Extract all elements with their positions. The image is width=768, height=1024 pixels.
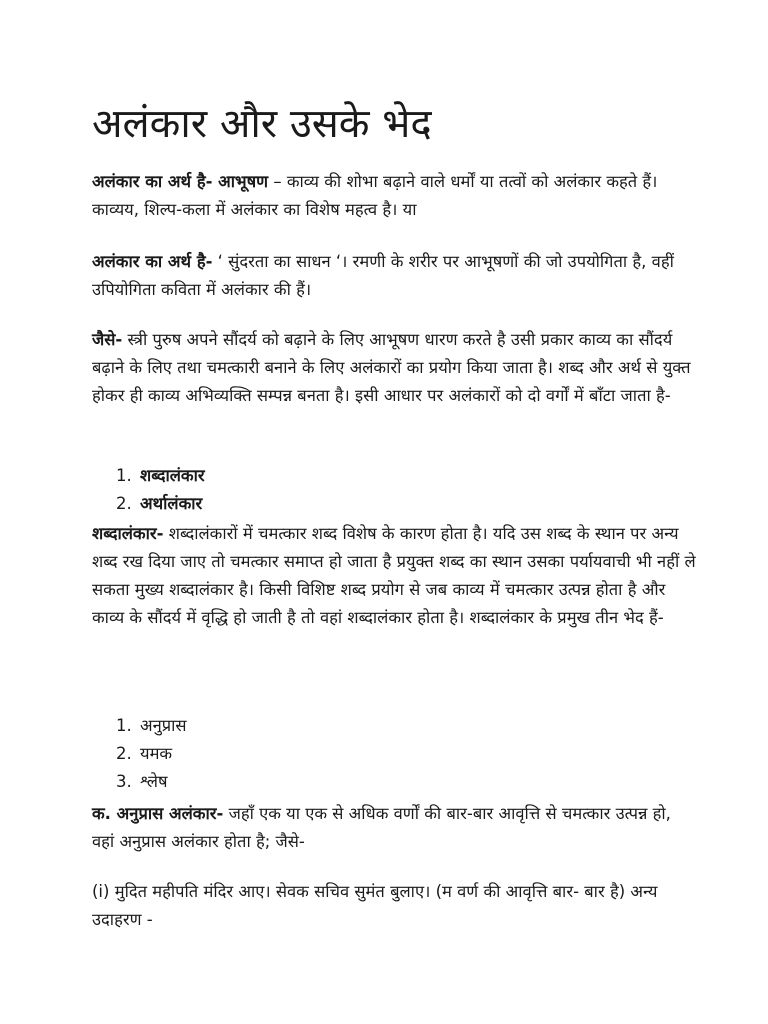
paragraph-lead: अलंकार का अर्थ है- आभूषण: [92, 172, 269, 191]
list-number: 2.: [116, 744, 132, 763]
list-item: [116, 712, 187, 740]
list-label: यमक: [140, 744, 173, 763]
paragraph-example: [92, 326, 698, 410]
paragraph-text: ‘ सुंदरता का साधन ‘। रमणी के शरीर पर आभूषणों की जो उपयोगिता है, वहीं उपियोगिता कविता में अलंकार की हैं।: [92, 252, 674, 299]
list-label: अर्थालंकार: [140, 494, 203, 513]
paragraph-shabdalankar: [92, 520, 698, 632]
list-label: श्लेष: [140, 772, 168, 791]
paragraph-lead: जैसे-: [92, 330, 123, 349]
paragraph-text: जहाँ एक या एक से अधिक वर्णों की बार-बार आवृत्ति से चमत्कार उत्पन्न हो, वहां अनुप्रास अलंकार होता है; जैसे-: [92, 804, 671, 851]
paragraph-meaning-2: [92, 248, 698, 304]
paragraph-text: स्त्री पुरुष अपने सौंदर्य को बढ़ाने के लिए आभूषण धारण करते है उसी प्रकार काव्य का सौंदर्य बढ़ाने के लिए तथा चमत्कारी बनाने के लिए अलंकारों का प्रयोग किया जाता है। शब्द और अर्थ से युक्त होकर ही काव्य अभिव्यक्ति सम्पन्न बनता है। इसी आधार पर अलंकारों को दो वर्गों में बाँटा जाता है-: [92, 330, 691, 405]
paragraph-anupras: [92, 800, 698, 856]
paragraph-text: (i) मुदित महीपति मंदिर आए। सेवक सचिव सुमंत बुलाए। (म वर्ण की आवृत्ति बार- बार है) अन्य उदाहरण -: [92, 882, 658, 929]
paragraph-text: शब्दालंकारों में चमत्कार शब्द विशेष के कारण होता है। यदि उस शब्द के स्थान पर अन्य शब्द रख दिया जाए तो चमत्कार समाप्त हो जाता है प्रयुक्त शब्द का स्थान उसका पर्यायवाची भी नहीं ले सकता मुख्य शब्दालंकार है। किसी विशिष्ट शब्द प्रयोग से जब काव्य में चमत्कार उत्पन्न होता है और काव्य के सौंदर्य में वृद्धि हो जाती है तो वहां शब्दालंकार होता है। शब्दालंकार के प्रमुख तीन भेद हैं-: [92, 524, 696, 627]
page-title: अलंकार और उसके भेद: [92, 101, 432, 147]
list-number: 1.: [116, 716, 132, 735]
paragraph-lead: शब्दालंकार-: [92, 524, 164, 543]
list-item: [116, 490, 205, 518]
paragraph-lead: अलंकार का अर्थ है-: [92, 252, 213, 271]
list-label: शब्दालंकार: [140, 466, 205, 485]
paragraph-meaning: [92, 168, 698, 224]
list-label: अनुप्रास: [140, 716, 187, 735]
shabdalankar-types-list: [116, 712, 187, 796]
list-number: 1.: [116, 466, 132, 485]
list-number: 2.: [116, 494, 132, 513]
list-item: [116, 462, 205, 490]
alankar-types-list: [116, 462, 205, 518]
paragraph-text: – काव्य की शोभा बढ़ाने वाले धर्मों या तत्वों को अलंकार कहते हैं। काव्यय, शिल्प-कला में अलंकार का विशेष महत्व है। या: [92, 172, 658, 219]
list-item: [116, 768, 187, 796]
paragraph-anupras-example: [92, 878, 698, 934]
list-item: [116, 740, 187, 768]
list-number: 3.: [116, 772, 132, 791]
paragraph-lead: क. अनुप्रास अलंकार-: [92, 804, 224, 823]
